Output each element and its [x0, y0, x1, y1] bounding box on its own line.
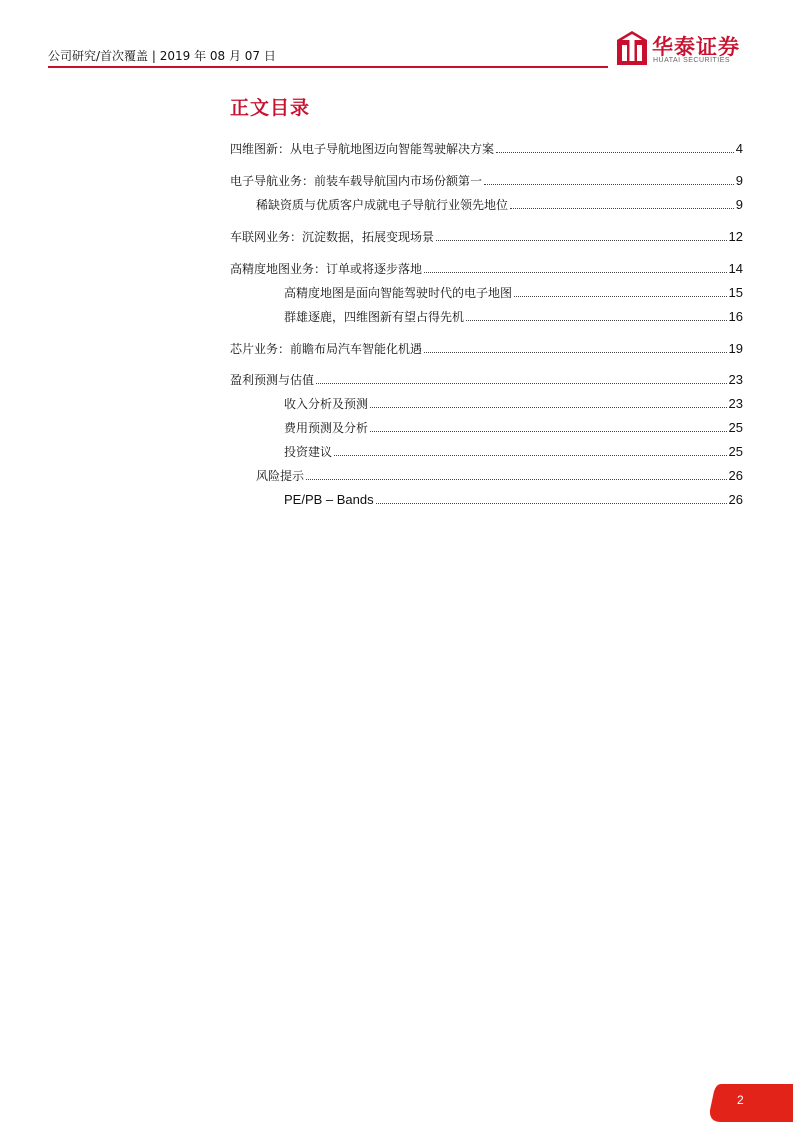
- toc-entry-page: 12: [728, 229, 743, 244]
- toc-leader: [496, 152, 734, 153]
- toc-entry-page: 16: [728, 309, 743, 324]
- toc-entry-page: 9: [735, 197, 743, 212]
- toc-entry-label: 收入分析及预测: [284, 397, 369, 411]
- toc-entry-page: 26: [728, 468, 743, 483]
- page-number-badge: [707, 1084, 793, 1122]
- toc-leader: [466, 320, 727, 321]
- toc-entry[interactable]: [230, 141, 743, 157]
- toc-entry-label: 车联网业务：沉淀数据，拓展变现场景: [230, 230, 435, 244]
- toc-leader: [376, 503, 727, 504]
- toc-entry[interactable]: [230, 372, 743, 388]
- toc-entry-label: 高精度地图是面向智能驾驶时代的电子地图: [284, 286, 513, 300]
- toc-entry[interactable]: [230, 341, 743, 357]
- toc-entry-label: 盈利预测与估值: [230, 373, 315, 387]
- page-badge-shape: [707, 1084, 793, 1122]
- toc-entry-label: 高精度地图业务：订单或将逐步落地: [230, 262, 423, 276]
- toc-entry[interactable]: [284, 396, 743, 412]
- toc-entry-page: 23: [728, 396, 743, 411]
- toc-entry-label: 芯片业务：前瞻布局汽车智能化机遇: [230, 342, 423, 356]
- toc-leader: [514, 296, 727, 297]
- toc-entry[interactable]: [230, 229, 743, 245]
- toc-entry-label: 投资建议: [284, 445, 333, 459]
- toc-leader: [510, 208, 734, 209]
- toc-leader: [436, 240, 727, 241]
- toc-entry-label: 电子导航业务：前装车载导航国内市场份额第一: [230, 174, 483, 188]
- toc-entry-page: 19: [728, 341, 743, 356]
- toc-entry[interactable]: [230, 261, 743, 277]
- toc-leader: [334, 455, 727, 456]
- report-header-info: 公司研究/首次覆盖 | 2019 年 08 月 07 日: [48, 49, 276, 63]
- toc-entry-label: 费用预测及分析: [284, 421, 369, 435]
- toc-entry[interactable]: [284, 492, 743, 508]
- toc-entry-page: 15: [728, 285, 743, 300]
- toc-entry[interactable]: [256, 197, 743, 213]
- toc-leader: [370, 407, 727, 408]
- toc-leader: [370, 431, 727, 432]
- huatai-logo-icon: [616, 30, 648, 66]
- toc-entry-label: 群雄逐鹿，四维图新有望占得先机: [284, 310, 465, 324]
- toc-entry-label: PE/PB – Bands: [284, 492, 374, 507]
- toc-entry-label: 四维图新：从电子导航地图迈向智能驾驶解决方案: [230, 142, 495, 156]
- toc-leader: [484, 184, 734, 185]
- toc-entry-page: 26: [728, 492, 743, 507]
- toc-leader: [316, 383, 727, 384]
- toc-leader: [424, 352, 727, 353]
- toc-entry-label: 风险提示: [256, 469, 305, 483]
- toc-entry[interactable]: [284, 309, 743, 325]
- toc-entry-page: 9: [735, 173, 743, 188]
- toc-entry-page: 25: [728, 444, 743, 459]
- toc-entry[interactable]: [230, 173, 743, 189]
- brand-name-cn: 华泰证券: [652, 35, 740, 59]
- toc-entry-page: 4: [735, 141, 743, 156]
- toc-entry[interactable]: [284, 285, 743, 301]
- toc-entry-page: 23: [728, 372, 743, 387]
- toc-entry[interactable]: [284, 420, 743, 436]
- toc-entry-page: 25: [728, 420, 743, 435]
- header-divider: [48, 66, 608, 68]
- page-number: 2: [737, 1093, 744, 1107]
- toc-leader: [424, 272, 727, 273]
- brand-name-en: HUATAI SECURITIES: [653, 57, 731, 64]
- toc-title: 正文目录: [230, 97, 311, 119]
- toc-entry-label: 稀缺资质与优质客户成就电子导航行业领先地位: [256, 198, 509, 212]
- toc-entry[interactable]: [284, 444, 743, 460]
- brand-logo: [616, 30, 756, 70]
- toc-entry[interactable]: [256, 468, 743, 484]
- toc-leader: [306, 479, 727, 480]
- toc-entry-page: 14: [728, 261, 743, 276]
